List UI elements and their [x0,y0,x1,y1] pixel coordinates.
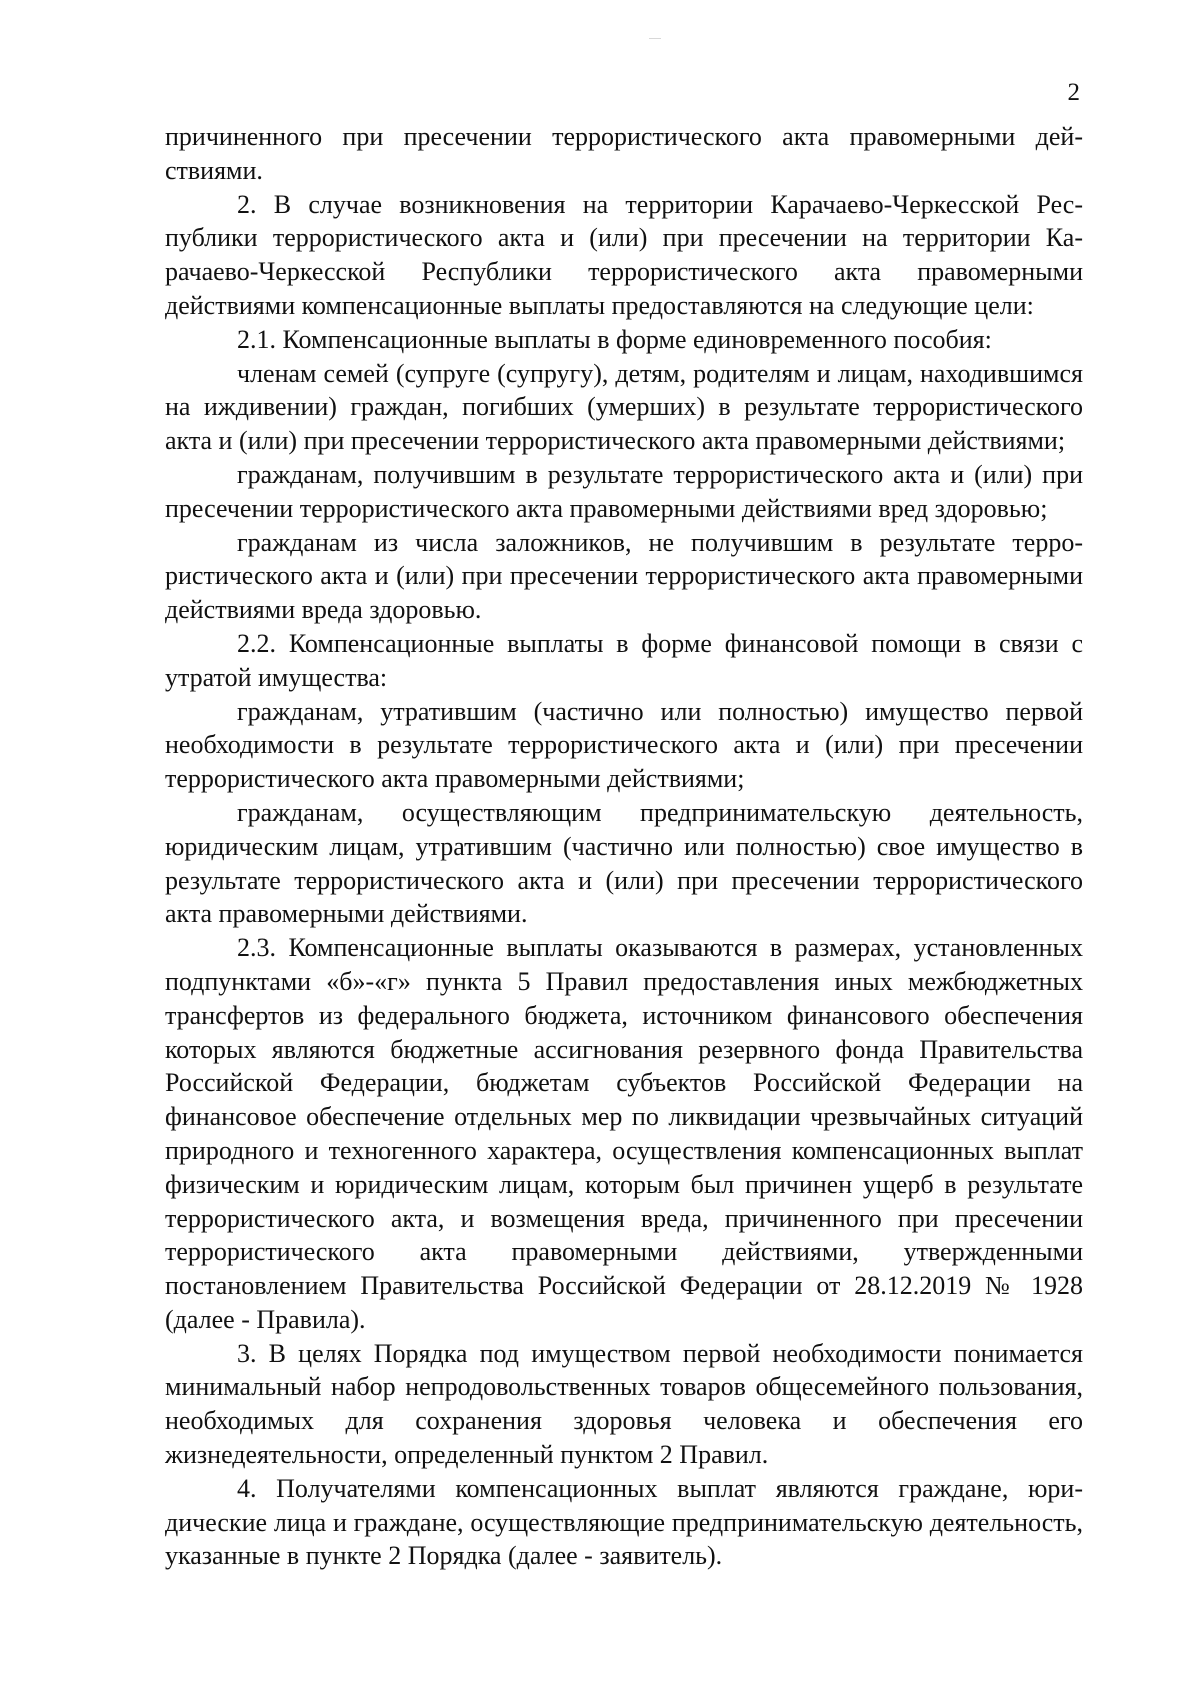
paragraph-item-2: 2. В случае возникновения на территории Карачаево-Черкесской Республики террористического акта и (или) при пресечении на территории Карачаево-Черкесской Республики террористического акта правомерными действиями компенсационные выплаты предоставляются на следующие цели: [165,189,1083,320]
paragraph-item-2-2: 2.2. Компенсационные выплаты в форме финансовой помощи в связи с утратой имущества: [165,628,1083,692]
paragraph-continuation: причиненного при пресечении террористического акта правомерными действиями. [165,122,1083,185]
paragraph-item-4: 4. Получателями компенсационных выплат являются граждане, юридические лица и граждане, осуществляющие предпринимательскую деятельность, указанные в пункте 2 Порядка (далее - заявитель). [165,1473,1083,1571]
document-body [165,120,1083,1573]
page-number: 2 [1067,79,1080,106]
paragraph-entrepreneurs: гражданам, осуществляющим предпринимательскую деятельность, юридическим лицам, утратившим (частично или полностью) свое имущество в результате террористического акта и (или) при пресечении террористического акта правомерными действиями. [165,797,1083,929]
scan-fleck [649,38,661,39]
paragraph-item-2-1: 2.1. Компенсационные выплаты в форме единовременного пособия: [237,324,992,354]
paragraph-family-members: членам семей (супруге (супругу), детям, родителям и лицам, находившимся на иждивении) граждан, погибших (умерших) в результате террористического акта и (или) при пресечении террористического акта правомерными действиями; [165,358,1083,456]
paragraph-property-citizens: гражданам, утратившим (частично или полностью) имущество первой необходимости в результате террористического акта и (или) при пресечении террористического акта правомерными действиями; [165,696,1083,794]
paragraph-injured-citizens: гражданам, получившим в результате террористического акта и (или) при пресечении террористического акта правомерными действиями вред здоровью; [165,459,1083,523]
paragraph-item-2-3: 2.3. Компенсационные выплаты оказываются в размерах, установленных подпунктами «б»-«г» пункта 5 Правил предоставления иных межбюджетных трансфертов из федерального бюджета, источником финансового обеспечения которых являются бюджетные ассигнования резервного фонда Правительства Российской Федерации, бюджетам субъектов Российской Федерации на финансовое обеспечение отдельных мер по ликвидации чрезвычайных ситуаций природного и техногенного характера, осуществления компенсационных выплат физическим и юридическим лицам, которым был причинен ущерб в результате террористического акта, и возмещения вреда, причиненного при пресечении террористического акта правомерными действиями, утвержденными постановлением Правительства Российской Федерации от 28.12.2019 № 1928 (далее - Правила). [165,933,1083,1334]
paragraph-hostages: гражданам из числа заложников, не получившим в результате террористического акта и (или) при пресечении террористического акта правомерными действиями вреда здоровью. [165,527,1083,625]
paragraph-item-3: 3. В целях Порядка под имуществом первой необходимости понимается минимальный набор непродовольственных товаров общесемейного пользования, необходимых для сохранения здоровья человека и обеспечения его жизнедеятельности, определенный пунктом 2 Правил. [165,1338,1083,1470]
